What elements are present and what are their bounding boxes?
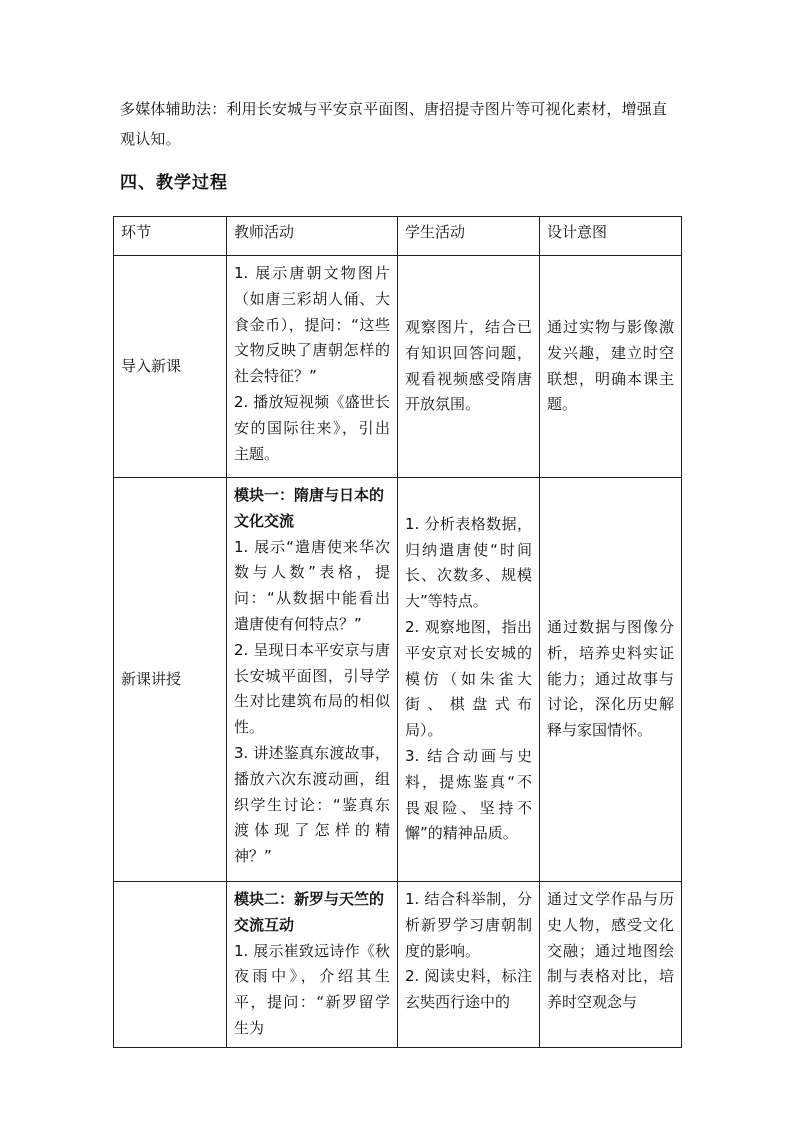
student-cell [398, 256, 540, 478]
student-item: 3. 结合动画与史料，提炼鉴真“不畏艰险、坚持不懈”的精神品质。 [405, 746, 532, 843]
module-title: 模块一：隋唐与日本的文化交流 [234, 486, 385, 530]
teacher-item: 2. 呈现日本平安京与唐长安城平面图，引导学生对比建筑布局的相似性。 [234, 640, 390, 737]
intent-cell [540, 256, 682, 478]
student-cell [398, 478, 540, 882]
teacher-item: 1. 展示崔致远诗作《秋夜雨中》，介绍其生平，提问：“新罗留学生为 [234, 941, 390, 1037]
header-stage: 环节 [114, 217, 227, 256]
teacher-cell [227, 256, 398, 478]
intro-paragraph: 多媒体辅助法：利用长安城与平安京平面图、唐招提寺图片等可视化素材，增强直观认知。 [120, 100, 668, 148]
table-header-row [114, 217, 682, 256]
header-intent: 设计意图 [540, 217, 682, 256]
table-row [114, 882, 682, 1048]
intent-cell [540, 478, 682, 882]
teacher-item: 1. 展示“遣唐使来华次数与人数”表格，提问：“从数据中能看出遣唐使有何特点？” [234, 537, 390, 633]
table-row [114, 256, 682, 478]
teacher-item: 1. 展示唐朝文物图片（如唐三彩胡人俑、大食金币），提问：“这些文物反映了唐朝怎样的社会特征？” [234, 264, 390, 386]
intent-item: 通过文学作品与历史人物，感受文化交融；通过地图绘制与表格对比，培养时空观念与 [547, 890, 674, 1012]
stage-cell: 导入新课 [114, 256, 227, 478]
header-student: 学生活动 [398, 217, 540, 256]
teacher-item: 2. 播放短视频《盛世长安的国际往来》，引出主题。 [234, 392, 390, 463]
teaching-process-table [113, 216, 682, 1048]
module-title: 模块二：新罗与天竺的交流互动 [234, 890, 385, 934]
teacher-item: 3. 讲述鉴真东渡故事，播放六次东渡动画，组织学生讨论：“鉴真东渡体现了怎样的精神？” [234, 743, 390, 866]
student-item: 1. 结合科举制，分析新罗学习唐朝制度的影响。 [405, 890, 532, 960]
stage-cell: 新课讲授 [114, 478, 227, 882]
student-item: 2. 阅读史料，标注玄奘西行途中的 [405, 967, 532, 1012]
student-item: 2. 观察地图，指出平安京对长安城的模仿（如朱雀大街、棋盘式布局）。 [405, 618, 532, 740]
intent-item: 通过数据与图像分析，培养史料实证能力；通过故事与讨论，深化历史解释与家国情怀。 [547, 618, 674, 740]
table-row [114, 478, 682, 882]
student-item: 1. 分析表格数据，归纳遣唐使“时间长、次数多、规模大”等特点。 [405, 514, 532, 611]
section-heading: 四、教学过程 [120, 173, 228, 193]
teacher-cell [227, 478, 398, 882]
header-teacher: 教师活动 [227, 217, 398, 256]
stage-cell [114, 882, 227, 1048]
intent-item: 通过实物与影像激发兴趣，建立时空联想，明确本课主题。 [547, 317, 674, 414]
student-item: 观察图片，结合已有知识回答问题，观看视频感受隋唐开放氛围。 [405, 317, 532, 414]
teacher-cell [227, 882, 398, 1048]
student-cell [398, 882, 540, 1048]
intent-cell [540, 882, 682, 1048]
